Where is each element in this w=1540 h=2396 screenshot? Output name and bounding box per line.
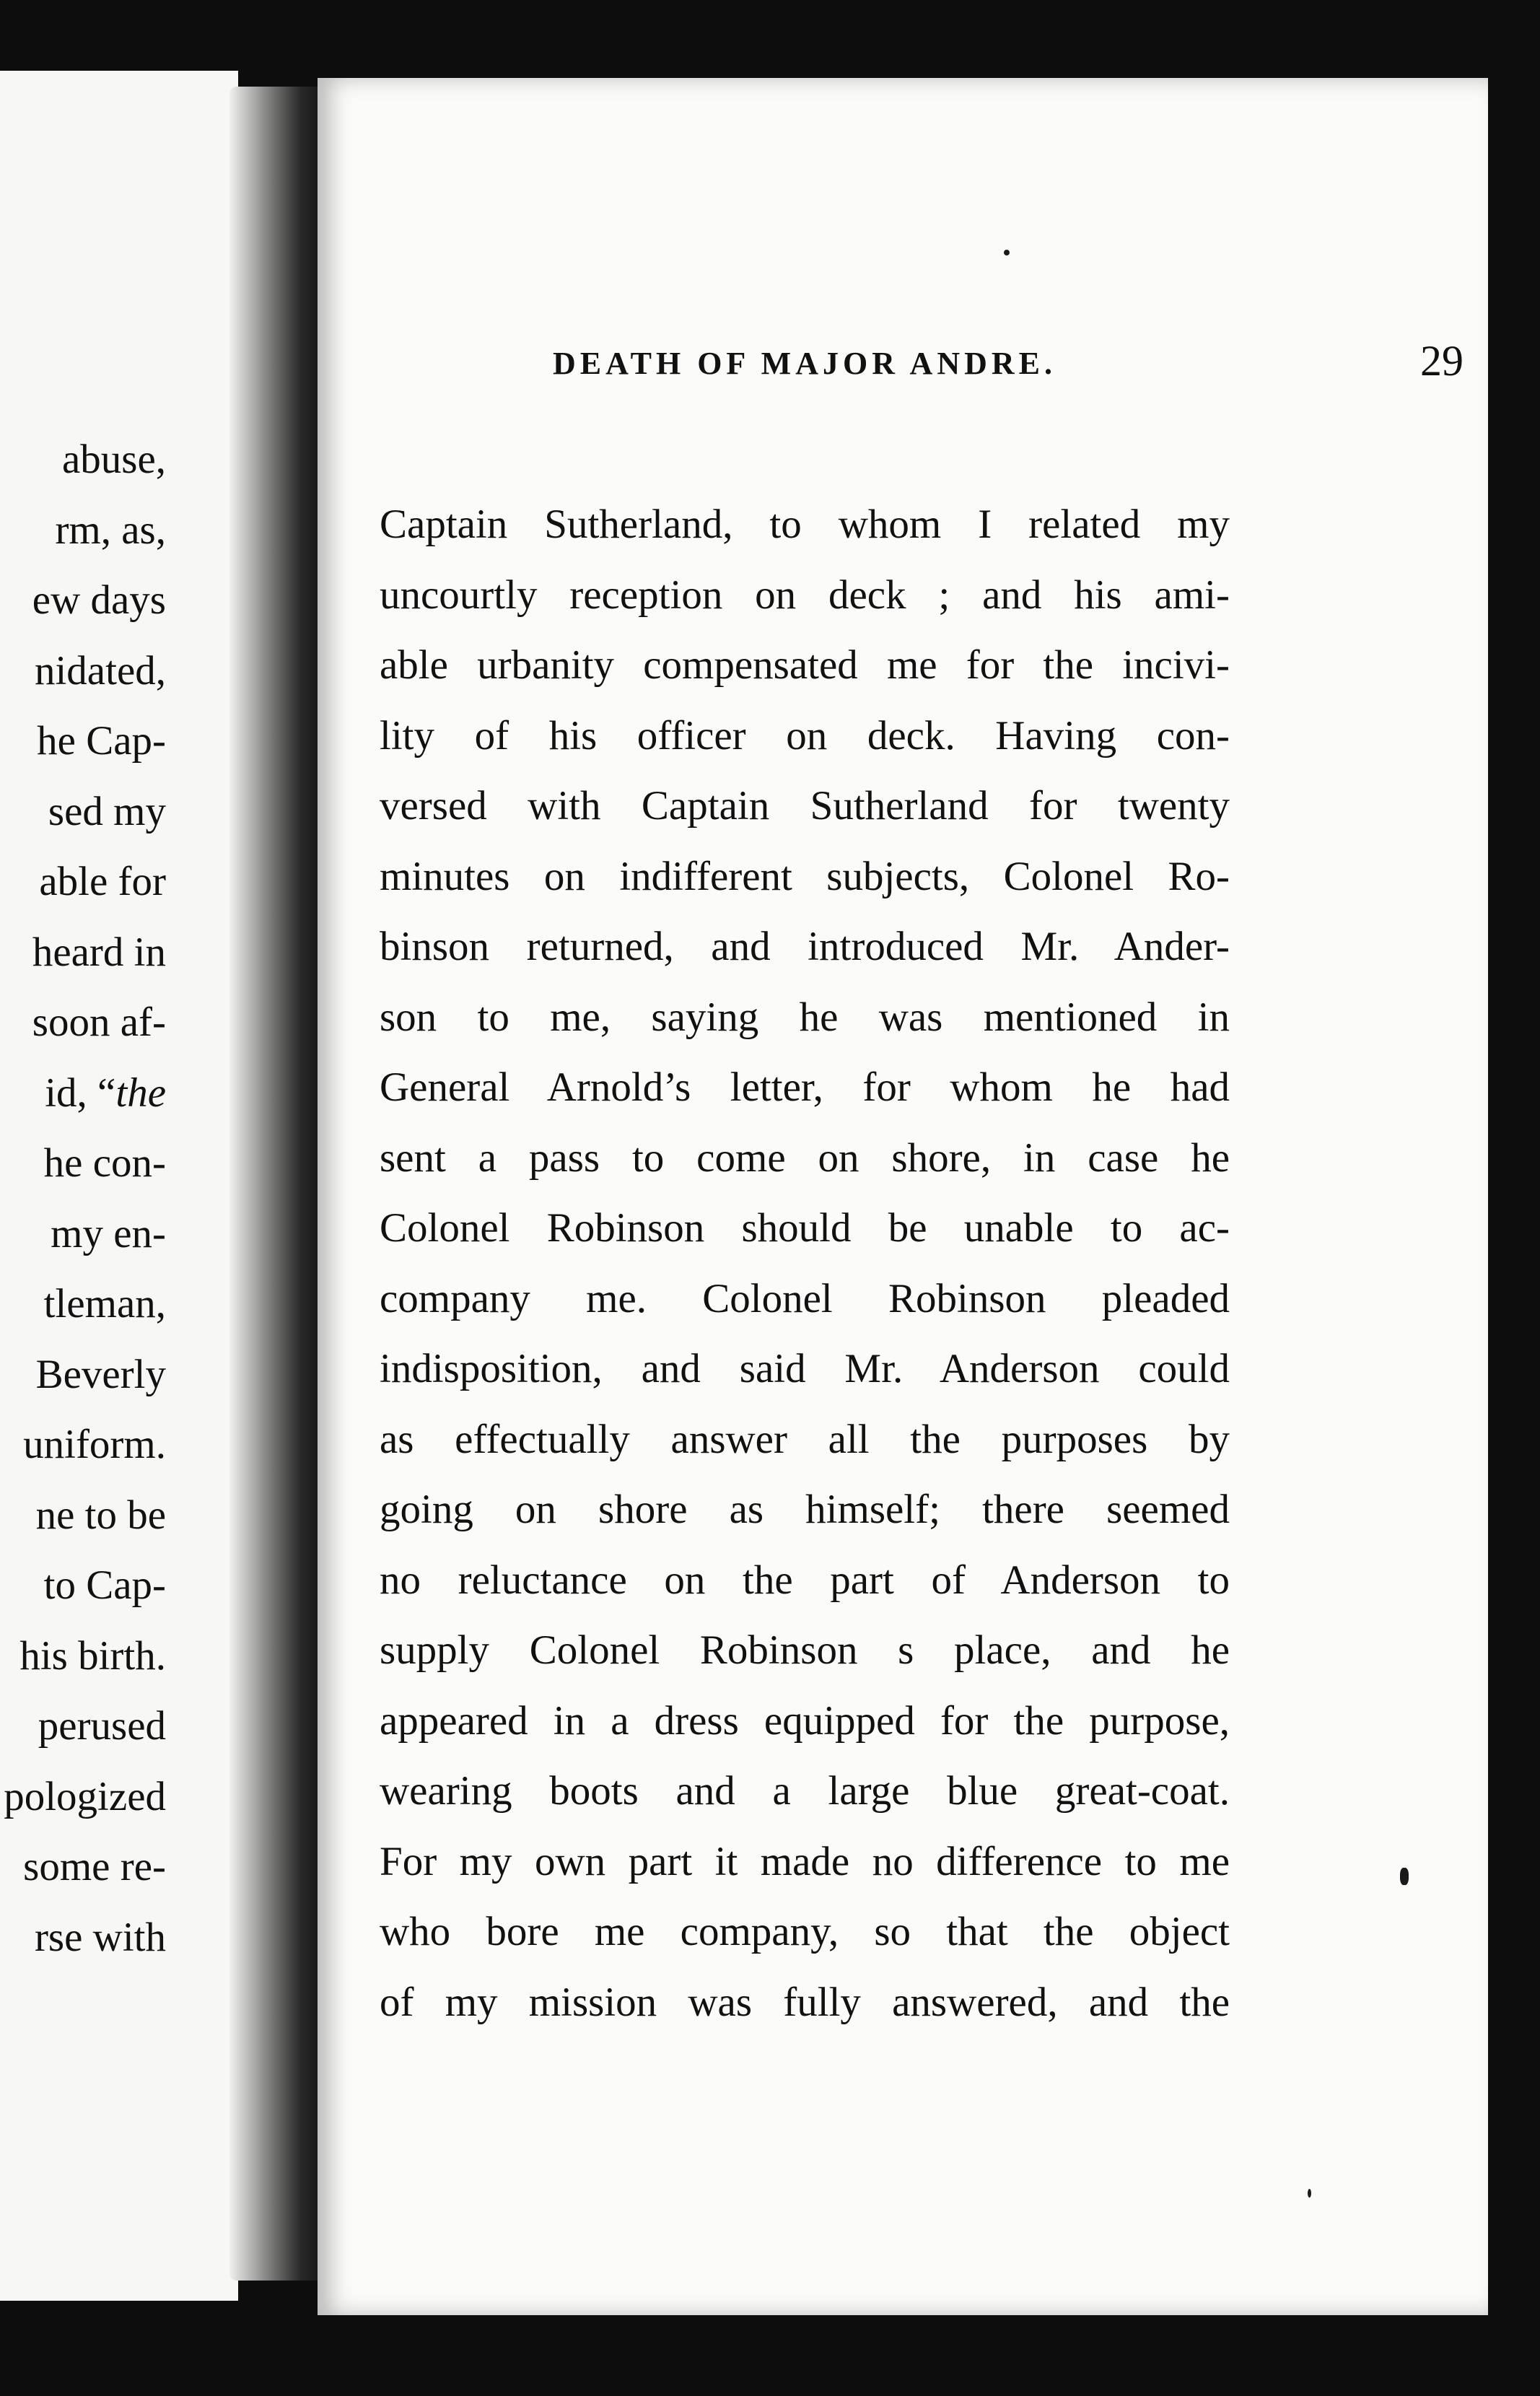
text-line: binson returned, and introduced Mr. Ander-	[380, 924, 1230, 969]
previous-page-line: to Cap-	[43, 1562, 166, 1608]
previous-page-line: nidated,	[34, 647, 166, 694]
text-line: company me. Colonel Robinson pleaded	[380, 1275, 1230, 1321]
italic-word: the	[115, 1070, 166, 1116]
text-line: indisposition, and said Mr. Anderson could	[380, 1346, 1230, 1391]
running-head	[553, 336, 1464, 401]
previous-page-line-with-italic	[0, 1058, 166, 1129]
text-line: minutes on indifferent subjects, Colonel Ro-	[380, 853, 1230, 899]
previous-page-line: Beverly	[35, 1351, 166, 1397]
page-number: 29	[1420, 337, 1464, 385]
text-line: lity of his officer on deck. Having con-	[380, 712, 1230, 758]
text-line: no reluctance on the part of Anderson to	[380, 1557, 1230, 1603]
text-line: son to me, saying he was mentioned in	[380, 994, 1230, 1040]
binding-gutter-shadow	[229, 87, 331, 2281]
previous-page-line: my en-	[51, 1210, 166, 1256]
previous-page-line: uniform.	[23, 1422, 166, 1467]
previous-page-line-start: id, “	[45, 1070, 116, 1116]
text-line: Colonel Robinson should be unable to ac-	[380, 1205, 1230, 1251]
previous-page-line: some re-	[23, 1844, 166, 1889]
previous-page-line: abuse,	[61, 437, 166, 482]
previous-page-line: heard in	[32, 929, 166, 975]
text-line: able urbanity compensated me for the incivi-	[380, 642, 1230, 688]
scan-speck	[1308, 2189, 1311, 2198]
previous-page-line: he Cap-	[37, 718, 166, 764]
current-page	[318, 78, 1488, 2315]
previous-page-line: his birth.	[19, 1632, 166, 1679]
previous-page-line: ew days	[32, 577, 166, 623]
previous-page-line: rm, as,	[55, 507, 166, 553]
text-line: versed with Captain Sutherland for twenty	[380, 783, 1230, 828]
scan-speck	[1004, 250, 1010, 255]
previous-page-line: he con-	[43, 1140, 166, 1186]
previous-page-line: able for	[39, 859, 166, 904]
previous-page-line: tleman,	[43, 1281, 166, 1326]
previous-page-line: rse with	[34, 1914, 166, 1960]
previous-page-text	[0, 424, 166, 1972]
text-line: General Arnold’s letter, for whom he had	[380, 1064, 1230, 1110]
scan-speck	[1400, 1868, 1409, 1885]
previous-page-line: perused	[38, 1703, 166, 1749]
text-line: who bore me company, so that the object	[380, 1909, 1230, 1954]
previous-page-line: sed my	[48, 788, 166, 834]
text-line: Captain Sutherland, to whom I related my	[380, 502, 1230, 547]
text-line: wearing boots and a large blue great-coat.	[380, 1768, 1230, 1814]
text-line: For my own part it made no difference to me	[380, 1838, 1230, 1884]
text-line: as effectually answer all the purposes by	[380, 1416, 1230, 1462]
text-line: sent a pass to come on shore, in case he	[380, 1134, 1230, 1181]
previous-page	[0, 71, 238, 2301]
previous-page-line: ne to be	[35, 1492, 166, 1538]
text-line: going on shore as himself; there seemed	[380, 1487, 1230, 1532]
previous-page-line: pologized	[4, 1773, 166, 1819]
page-body-text	[380, 489, 1230, 2037]
text-line: of my mission was fully answered, and the	[380, 1979, 1230, 2025]
text-line: uncourtly reception on deck ; and his ami-	[380, 572, 1230, 618]
text-line: appeared in a dress equipped for the purpose,	[380, 1697, 1230, 1744]
running-head-title: DEATH OF MAJOR ANDRE.	[553, 346, 1056, 381]
text-line: supply Colonel Robinson s place, and he	[380, 1627, 1230, 1673]
previous-page-line: soon af-	[32, 1000, 166, 1045]
